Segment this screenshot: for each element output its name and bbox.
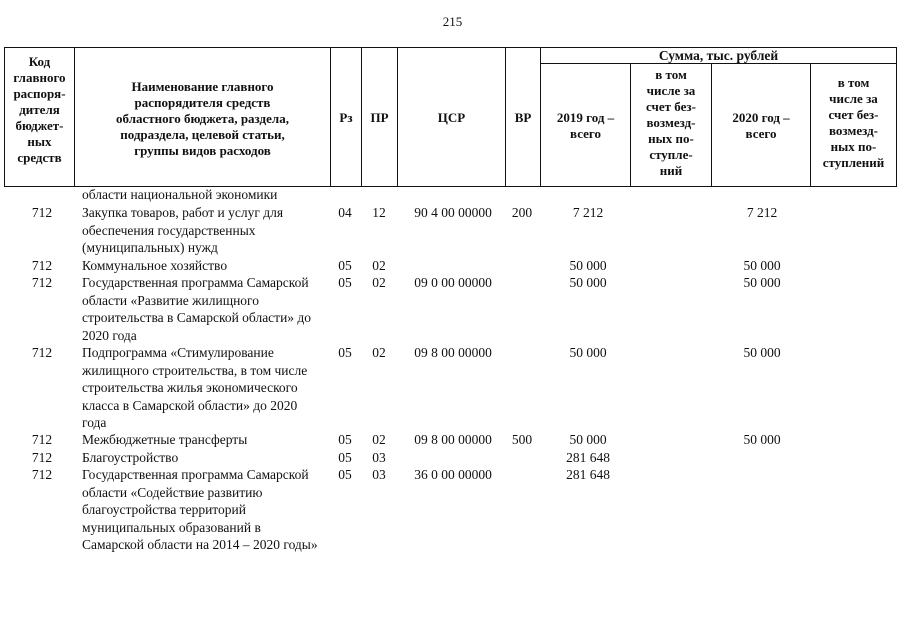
row-2020-total: 50 000 [743, 345, 781, 360]
header-code: Код главного распоря- дителя бюджет- ных средств [13, 54, 66, 165]
header-rz: Рз [339, 110, 353, 125]
header-pr: ПР [370, 110, 389, 125]
header-vr: ВР [514, 110, 532, 125]
row-csr: 90 4 00 00000 [414, 205, 492, 220]
row-name: Государственная программа Самарской области «Развитие жилищного строительства в Самарской области» до 2020 года [82, 275, 312, 343]
row-vr: 500 [511, 432, 533, 447]
header-sum-title: Сумма, тыс. рублей [658, 48, 779, 63]
row-pr: 03 [372, 467, 386, 482]
row-code: 712 [31, 275, 53, 290]
row-2019-total: 50 000 [569, 258, 607, 273]
row-rz: 05 [338, 467, 352, 482]
row-csr: 09 8 00 00000 [414, 345, 492, 360]
row-code: 712 [31, 432, 53, 447]
row-2020-total: 50 000 [743, 258, 781, 273]
row-pr: 02 [372, 275, 386, 290]
row-name: области национальной экономики [82, 187, 278, 202]
row-code: 712 [31, 258, 53, 273]
header-2019-free: в том числе за счет без- возмезд- ных по- ступле- ний [646, 67, 696, 178]
row-2020-total: 50 000 [743, 432, 781, 447]
row-vr: 200 [511, 205, 533, 220]
row-pr: 02 [372, 258, 386, 273]
row-pr: 12 [372, 205, 386, 220]
row-2020-total: 50 000 [743, 275, 781, 290]
header-csr: ЦСР [437, 110, 466, 125]
row-pr: 02 [372, 345, 386, 360]
row-rz: 05 [338, 275, 352, 290]
row-csr: 09 0 00 00000 [414, 275, 492, 290]
row-code: 712 [31, 205, 53, 220]
row-name: Благоустройство [82, 450, 179, 465]
row-pr: 02 [372, 432, 386, 447]
row-name: Государственная программа Самарской области «Содействие развитию благоустройства территорий муниципальных образований в Самарской области на 2014 – 2020 годы» [82, 467, 318, 552]
row-rz: 05 [338, 345, 352, 360]
row-name: Закупка товаров, работ и услуг для обеспечения государственных (муниципальных) нужд [82, 205, 284, 255]
row-code: 712 [31, 467, 53, 482]
row-name: Межбюджетные трансферты [82, 432, 248, 447]
header-2019-total: 2019 год – всего [556, 110, 615, 141]
row-2019-total: 281 648 [566, 450, 610, 465]
row-code: 712 [31, 345, 53, 360]
page-number: 215 [442, 14, 463, 29]
row-rz: 05 [338, 450, 352, 465]
row-2019-total: 7 212 [572, 205, 604, 220]
row-rz: 04 [338, 205, 352, 220]
row-pr: 03 [372, 450, 386, 465]
row-csr: 36 0 00 00000 [414, 467, 492, 482]
row-name: Коммунальное хозяйство [82, 258, 228, 273]
row-rz: 05 [338, 258, 352, 273]
row-code: 712 [31, 450, 53, 465]
row-csr: 09 8 00 00000 [414, 432, 492, 447]
header-2020-free: в том числе за счет без- возмезд- ных по- ступлений [822, 75, 885, 170]
header-name: Наименование главного распорядителя средств областного бюджета, раздела, подраздела, целевой статьи, группы видов расходов [116, 79, 289, 158]
row-2019-total: 50 000 [569, 345, 607, 360]
row-2019-total: 50 000 [569, 432, 607, 447]
row-name: Подпрограмма «Стимулирование жилищного строительства, в том числе строительства жилья экономического класса в Самарской области» до 2020 года [82, 345, 308, 430]
header-2020-total: 2020 год – всего [732, 110, 790, 141]
row-2020-total: 7 212 [746, 205, 778, 220]
row-rz: 05 [338, 432, 352, 447]
row-2019-total: 281 648 [566, 467, 610, 482]
row-2019-total: 50 000 [569, 275, 607, 290]
